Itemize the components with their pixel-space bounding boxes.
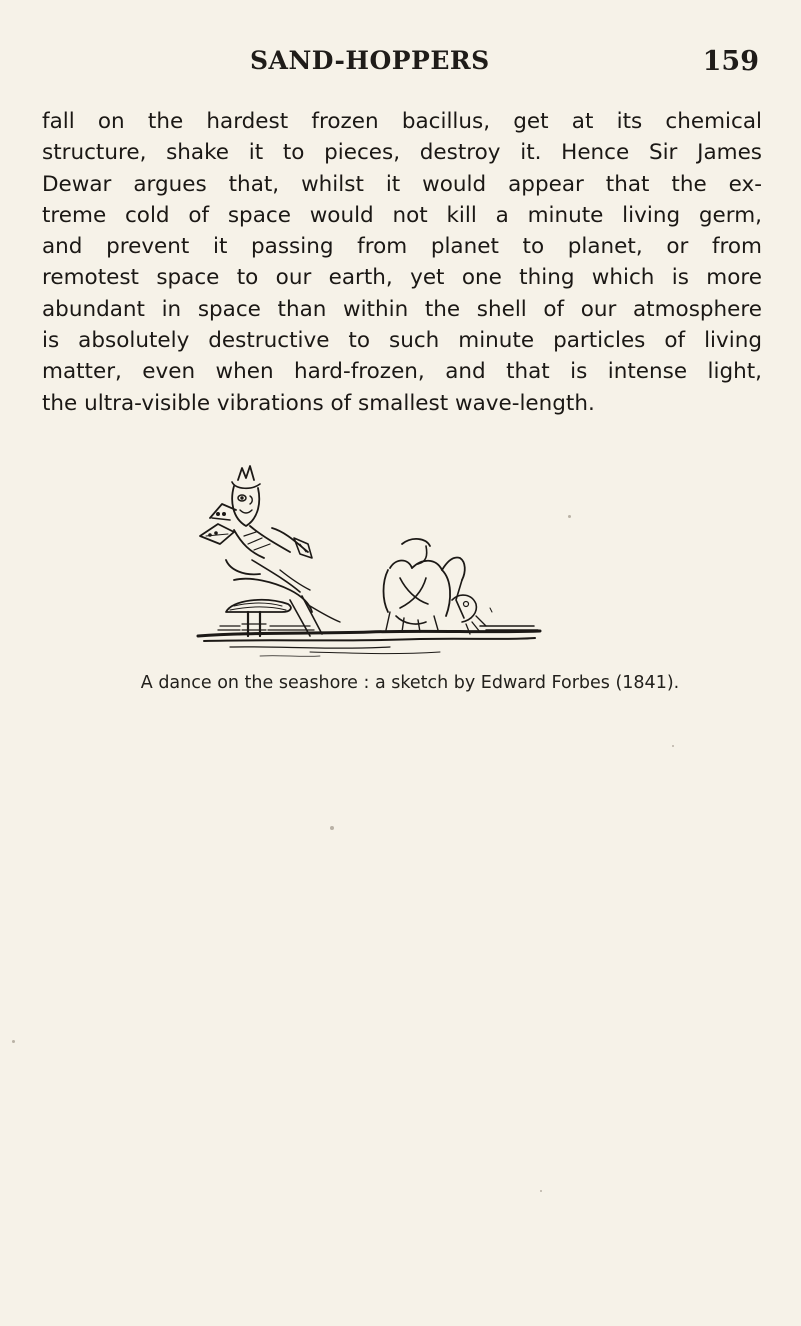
body-line: is absolutely destructive to such minute particles of living <box>42 328 762 354</box>
body-line: Dewar argues that, whilst it would appear that the ex- <box>42 171 762 197</box>
paper-speck <box>672 745 674 747</box>
page-number: 159 <box>702 46 759 77</box>
figure-caption: A dance on the seashore : a sketch by Edward Forbes (1841). <box>140 673 680 693</box>
body-line: abundant in space than within the shell of our atmosphere <box>42 296 762 322</box>
paper-speck <box>568 515 571 518</box>
body-line: matter, even when hard-frozen, and that is intense light, <box>42 359 762 385</box>
dance-sketch-illustration <box>190 440 550 670</box>
body-line: fall on the hardest frozen bacillus, get at its chemical <box>42 109 762 134</box>
body-line: and prevent it passing from planet to planet, or from <box>42 234 762 260</box>
body-line: structure, shake it to pieces, destroy it. Hence Sir James <box>42 140 762 166</box>
paper-speck <box>12 1040 15 1043</box>
paper-speck <box>540 1190 542 1192</box>
body-line: treme cold of space would not kill a minute living germ, <box>42 202 762 228</box>
running-head: SAND-HOPPERS <box>250 46 490 75</box>
paper-speck <box>330 826 334 830</box>
body-line: remotest space to our earth, yet one thing which is more <box>42 265 762 291</box>
body-paragraph <box>42 106 762 419</box>
body-line: the ultra-visible vibrations of smallest wave-length. <box>42 390 595 416</box>
